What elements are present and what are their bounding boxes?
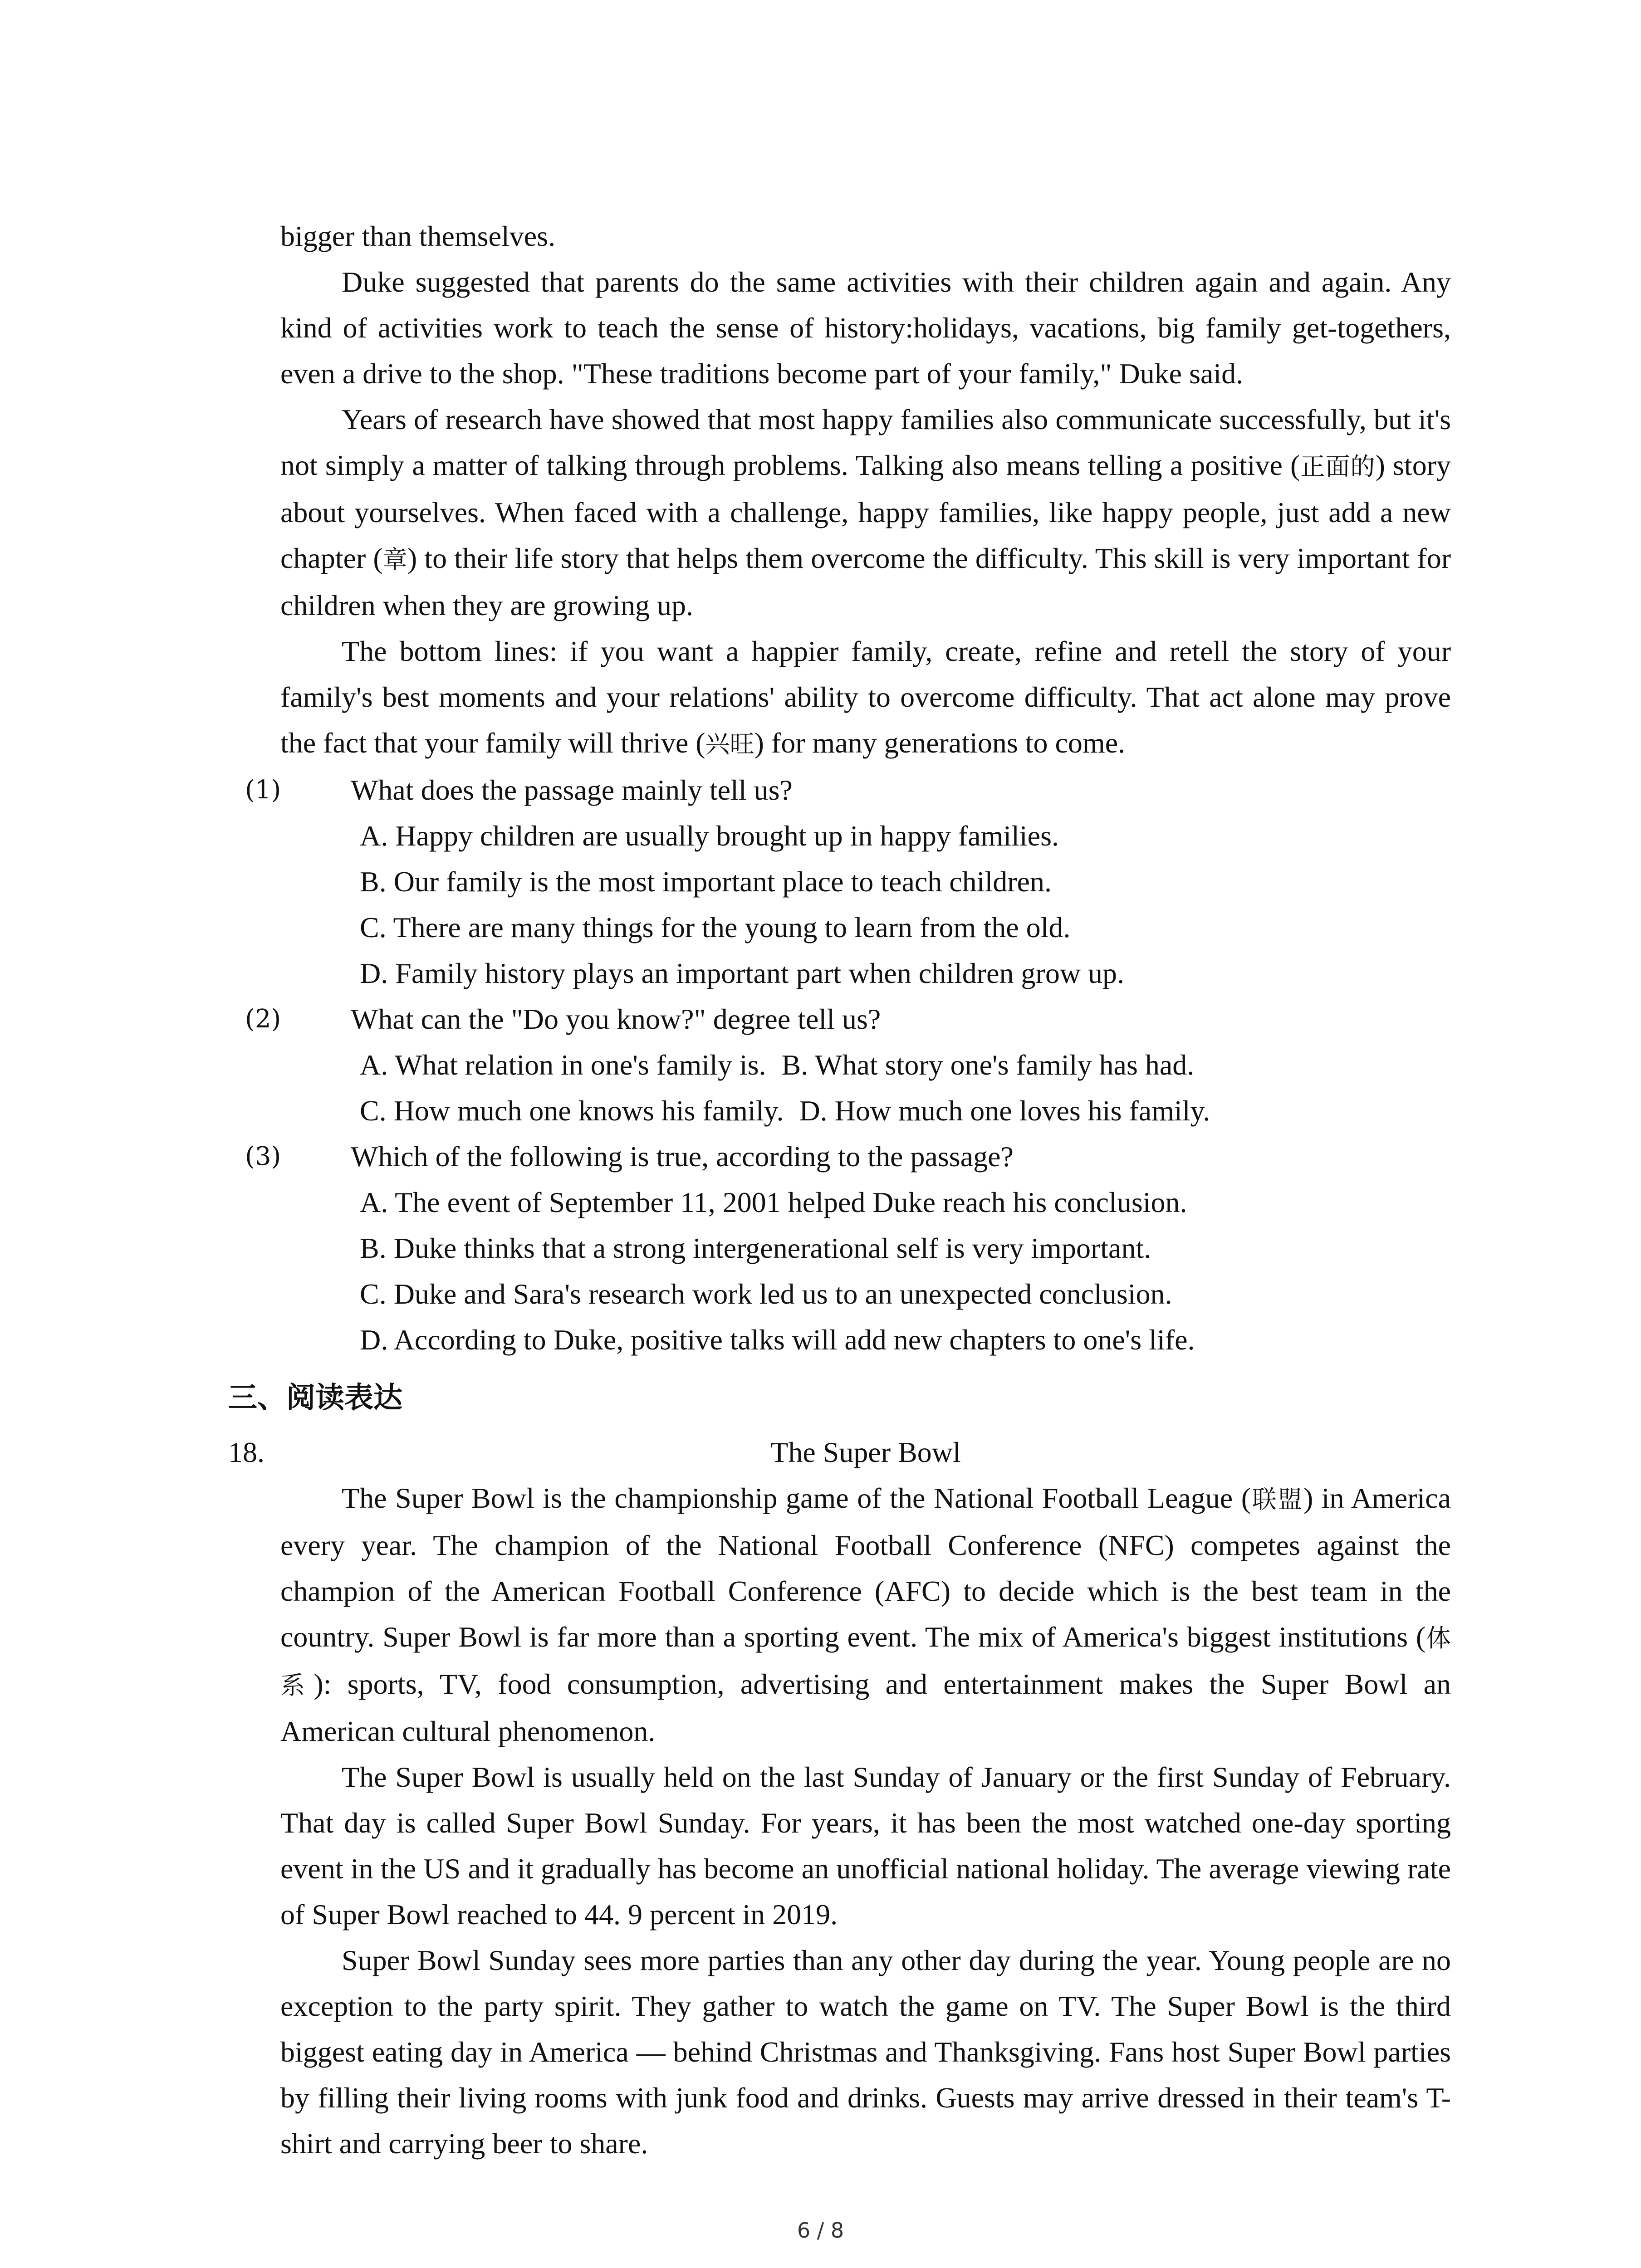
option-a: A. The event of September 11, 2001 helped Duke reach his conclusion. bbox=[360, 1186, 1187, 1218]
option-c: C. How much one knows his family. bbox=[360, 1095, 784, 1127]
chinese-gloss: 正面的 bbox=[1300, 452, 1376, 481]
question-text: Which of the following is true, according to the passage? bbox=[351, 1140, 1014, 1173]
passage-title: The Super Bowl bbox=[770, 1436, 961, 1468]
option-b: B. Our family is the most important place to teach children. bbox=[360, 865, 1052, 898]
question-3 bbox=[245, 1134, 1451, 1363]
chinese-gloss: 体系 bbox=[280, 1624, 1451, 1700]
page-number: 6 / 8 bbox=[797, 2218, 844, 2243]
passage-paragraph bbox=[280, 628, 1451, 767]
chinese-gloss: 联盟 bbox=[1251, 1485, 1303, 1514]
question-1 bbox=[245, 767, 1451, 996]
question-2 bbox=[245, 996, 1451, 1134]
text-segment: ) story about yourselves. When faced with a challenge, happy families, like happy people, just add a new chapter ( bbox=[280, 449, 1451, 574]
question-number: (2) bbox=[245, 1004, 281, 1034]
text-segment: ) for many generations to come. bbox=[754, 727, 1126, 759]
option-c: C. There are many things for the young to learn from the old. bbox=[360, 911, 1071, 943]
text-segment: ) to their life story that helps them overcome the difficulty. This skill is very important for children when they are growing up. bbox=[280, 542, 1451, 621]
passage-paragraph: Duke suggested that parents do the same activities with their children again and again. Any kind of activities work to teach the sense of history:holidays, vacations, big family get-togethers, even a drive to the shop. "These traditions become part of your family," Duke said. bbox=[280, 266, 1451, 390]
passage-title-line bbox=[228, 1429, 1451, 1475]
passage-paragraph: The Super Bowl is usually held on the last Sunday of January or the first Sunday of February. That day is called Super Bowl Sunday. For years, it has been the most watched one-day sporting event in the US and it gradually has become an unofficial national holiday. The average viewing rate of Super Bowl reached to 44. 9 percent in 2019. bbox=[280, 1761, 1451, 1931]
text-segment: ) in America every year. The champion of the National Football Conference (NFC) competes against the champion of the American Football Conference (AFC) to decide which is the best team in the country. Super Bowl is far more than a sporting event. The mix of America's biggest institutions ( bbox=[280, 1482, 1451, 1653]
chinese-gloss: 章 bbox=[382, 545, 407, 574]
option-a: A. Happy children are usually brought up in happy families. bbox=[360, 820, 1059, 852]
passage-paragraph bbox=[280, 396, 1451, 628]
passage-line: bigger than themselves. bbox=[280, 220, 556, 252]
question-number: (3) bbox=[245, 1142, 281, 1171]
option-row bbox=[360, 1042, 1451, 1088]
passage-paragraph bbox=[280, 1475, 1451, 1754]
option-c: C. Duke and Sara's research work led us to an unexpected conclusion. bbox=[360, 1278, 1172, 1310]
option-a: A. What relation in one's family is. bbox=[360, 1049, 766, 1081]
option-d: D. How much one loves his family. bbox=[799, 1095, 1210, 1127]
option-d: D. According to Duke, positive talks will add new chapters to one's life. bbox=[360, 1324, 1195, 1356]
text-segment: The bottom lines: if you want a happier family, create, refine and retell the story of your family's best moments and your relations' ability to overcome difficulty. That act alone may prove the fact that your family will thrive ( bbox=[280, 635, 1451, 759]
option-b: B. What story one's family has had. bbox=[781, 1049, 1195, 1081]
item-number: 18. bbox=[228, 1436, 265, 1468]
passage-paragraph: Super Bowl Sunday sees more parties than any other day during the year. Young people are no exception to the party spirit. They gather to watch the game on TV. The Super Bowl is the third biggest eating day in America — behind Christmas and Thanksgiving. Fans host Super Bowl parties by filling their living rooms with junk food and drinks. Guests may arrive dressed in their team's T-shirt and carrying beer to share. bbox=[280, 1944, 1451, 2160]
question-number: (1) bbox=[245, 775, 281, 805]
chinese-gloss: 兴旺 bbox=[705, 730, 754, 758]
option-b: B. Duke thinks that a strong intergenerational self is very important. bbox=[360, 1232, 1151, 1264]
text-segment: Years of research have showed that most happy families also communicate successfully, but it's not simply a matter of talking through problems. Talking also means telling a positive ( bbox=[280, 403, 1451, 481]
question-text: What can the "Do you know?" degree tell us? bbox=[351, 1003, 881, 1035]
question-text: What does the passage mainly tell us? bbox=[351, 774, 793, 806]
text-segment: The Super Bowl is the championship game of the National Football League ( bbox=[342, 1482, 1251, 1514]
option-row bbox=[360, 1088, 1451, 1134]
text-segment: ): sports, TV, food consumption, advertising and entertainment makes the Super Bowl an American cultural phenomenon. bbox=[280, 1668, 1451, 1747]
section-heading: 三、阅读表达 bbox=[228, 1381, 402, 1415]
option-d: D. Family history plays an important part when children grow up. bbox=[360, 957, 1125, 989]
